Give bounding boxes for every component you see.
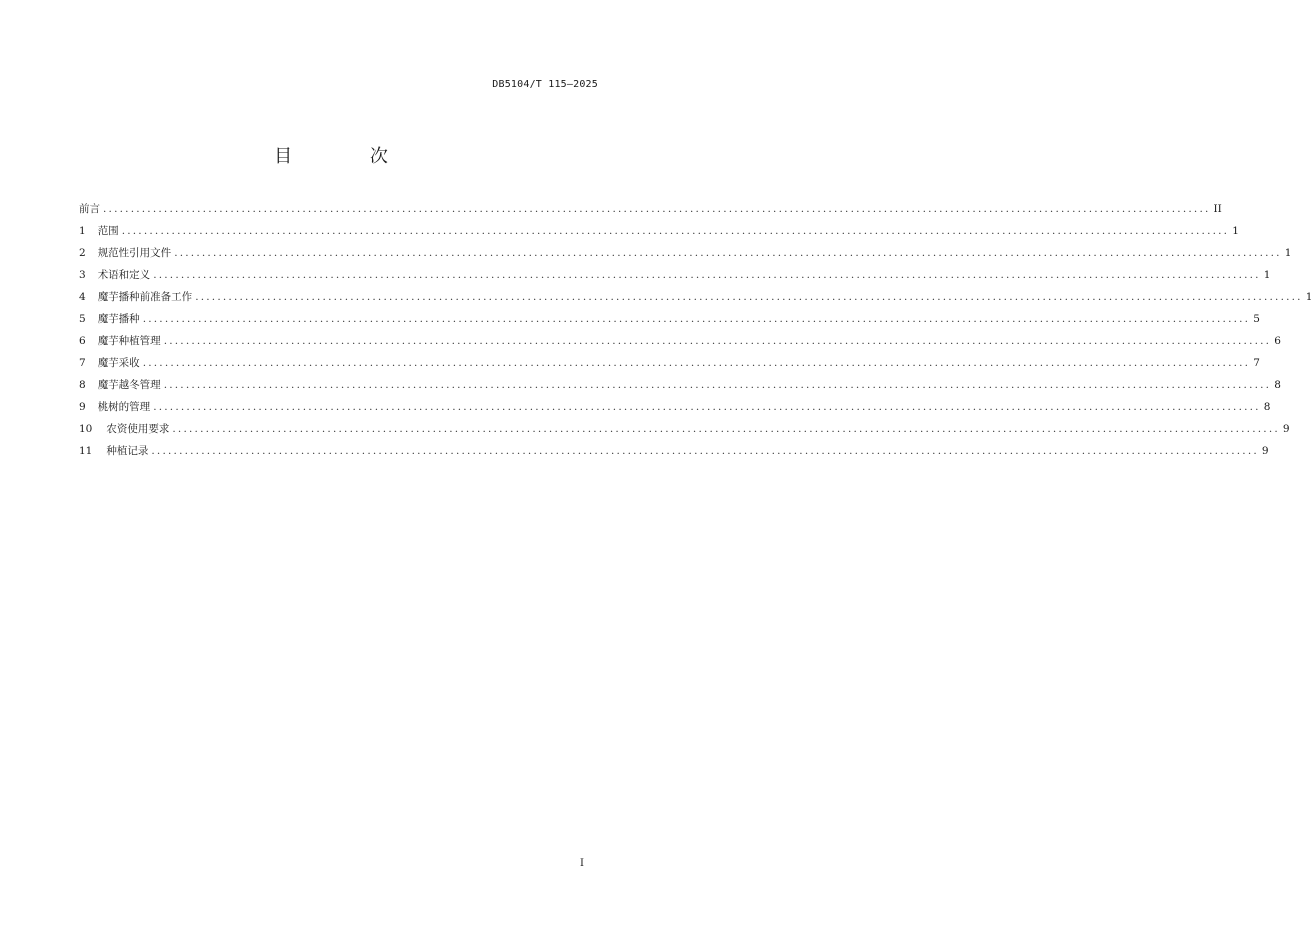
- toc-dot-leader: ........................................................................................................................................................................................................: [103, 203, 1211, 215]
- toc-entry-title: 前言: [79, 203, 100, 215]
- toc-dot-leader: ........................................................................................................................................................................................................: [153, 401, 1261, 413]
- toc-entry-page: 6: [1274, 335, 1281, 347]
- toc-entry-number: 1: [79, 225, 86, 237]
- toc-entry-page: 8: [1274, 379, 1281, 391]
- toc-entry-page: 1: [1305, 291, 1312, 303]
- toc-entry[interactable]: [79, 330, 1281, 352]
- toc-entry[interactable]: [79, 308, 1260, 330]
- toc-entry[interactable]: [79, 242, 1292, 264]
- toc-dot-leader: ........................................................................................................................................................................................................: [163, 379, 1272, 391]
- toc-entry-title: 规范性引用文件: [97, 247, 172, 259]
- toc-dot-leader: ........................................................................................................................................................................................................: [163, 335, 1272, 347]
- document-code: DB5104/T 115—2025: [492, 79, 598, 90]
- toc-entry[interactable]: [79, 440, 1269, 462]
- toc-dot-leader: ........................................................................................................................................................................................................: [174, 247, 1282, 259]
- toc-entry-title: 种植记录: [106, 445, 149, 457]
- toc-entry-number: 11: [79, 445, 93, 457]
- toc-entry-number: 7: [79, 357, 86, 369]
- toc-entry-page: II: [1213, 203, 1222, 215]
- toc-title: 目 次: [274, 146, 424, 167]
- toc-entry-number: 3: [79, 269, 86, 281]
- toc-entry-title: 范围: [97, 225, 119, 237]
- toc-entry-title: 魔芋种植管理: [97, 335, 161, 347]
- toc-dot-leader: ........................................................................................................................................................................................................: [195, 291, 1303, 303]
- toc-entry-page: 1: [1284, 247, 1292, 259]
- toc-entry-page: 9: [1261, 445, 1269, 457]
- toc-entry-number: 2: [79, 247, 86, 259]
- toc-entry[interactable]: [79, 352, 1260, 374]
- toc-entry[interactable]: [79, 264, 1271, 286]
- toc-entry[interactable]: [79, 396, 1271, 418]
- toc-dot-leader: ........................................................................................................................................................................................................: [151, 445, 1259, 457]
- toc-entry[interactable]: [79, 374, 1281, 396]
- page-number: I: [580, 858, 584, 869]
- toc-entry-title: 农资使用要求: [106, 423, 170, 435]
- toc-entry-title: 术语和定义: [97, 269, 151, 281]
- toc-entry-page: 9: [1282, 423, 1290, 435]
- toc-entry-page: 7: [1253, 357, 1260, 369]
- toc-entry[interactable]: [79, 418, 1290, 440]
- toc-entry[interactable]: [79, 220, 1239, 242]
- toc-entry-title: 魔芋采收: [97, 357, 140, 369]
- toc-dot-leader: ........................................................................................................................................................................................................: [153, 269, 1261, 281]
- toc-dot-leader: ........................................................................................................................................................................................................: [172, 423, 1280, 435]
- toc-entry-page: 1: [1232, 225, 1239, 237]
- toc-entry-title: 魔芋播种: [97, 313, 140, 325]
- toc-entry[interactable]: [79, 286, 1312, 308]
- toc-entry-number: 4: [79, 291, 86, 303]
- table-of-contents: [79, 198, 1312, 462]
- toc-entry-number: 10: [79, 423, 93, 435]
- toc-dot-leader: ........................................................................................................................................................................................................: [142, 313, 1251, 325]
- toc-entry-page: 8: [1263, 401, 1271, 413]
- toc-entry-number: 8: [79, 379, 86, 391]
- toc-entry-title: 魔芋播种前准备工作: [97, 291, 193, 303]
- toc-entry-page: 5: [1253, 313, 1260, 325]
- toc-dot-leader: ........................................................................................................................................................................................................: [142, 357, 1251, 369]
- toc-entry-title: 桃树的管理: [97, 401, 151, 413]
- toc-entry-number: 6: [79, 335, 86, 347]
- toc-dot-leader: ........................................................................................................................................................................................................: [121, 225, 1230, 237]
- toc-entry-title: 魔芋越冬管理: [97, 379, 161, 391]
- toc-entry-number: 9: [79, 401, 86, 413]
- toc-entry-page: 1: [1263, 269, 1271, 281]
- toc-entry-number: 5: [79, 313, 86, 325]
- toc-entry[interactable]: [79, 198, 1222, 220]
